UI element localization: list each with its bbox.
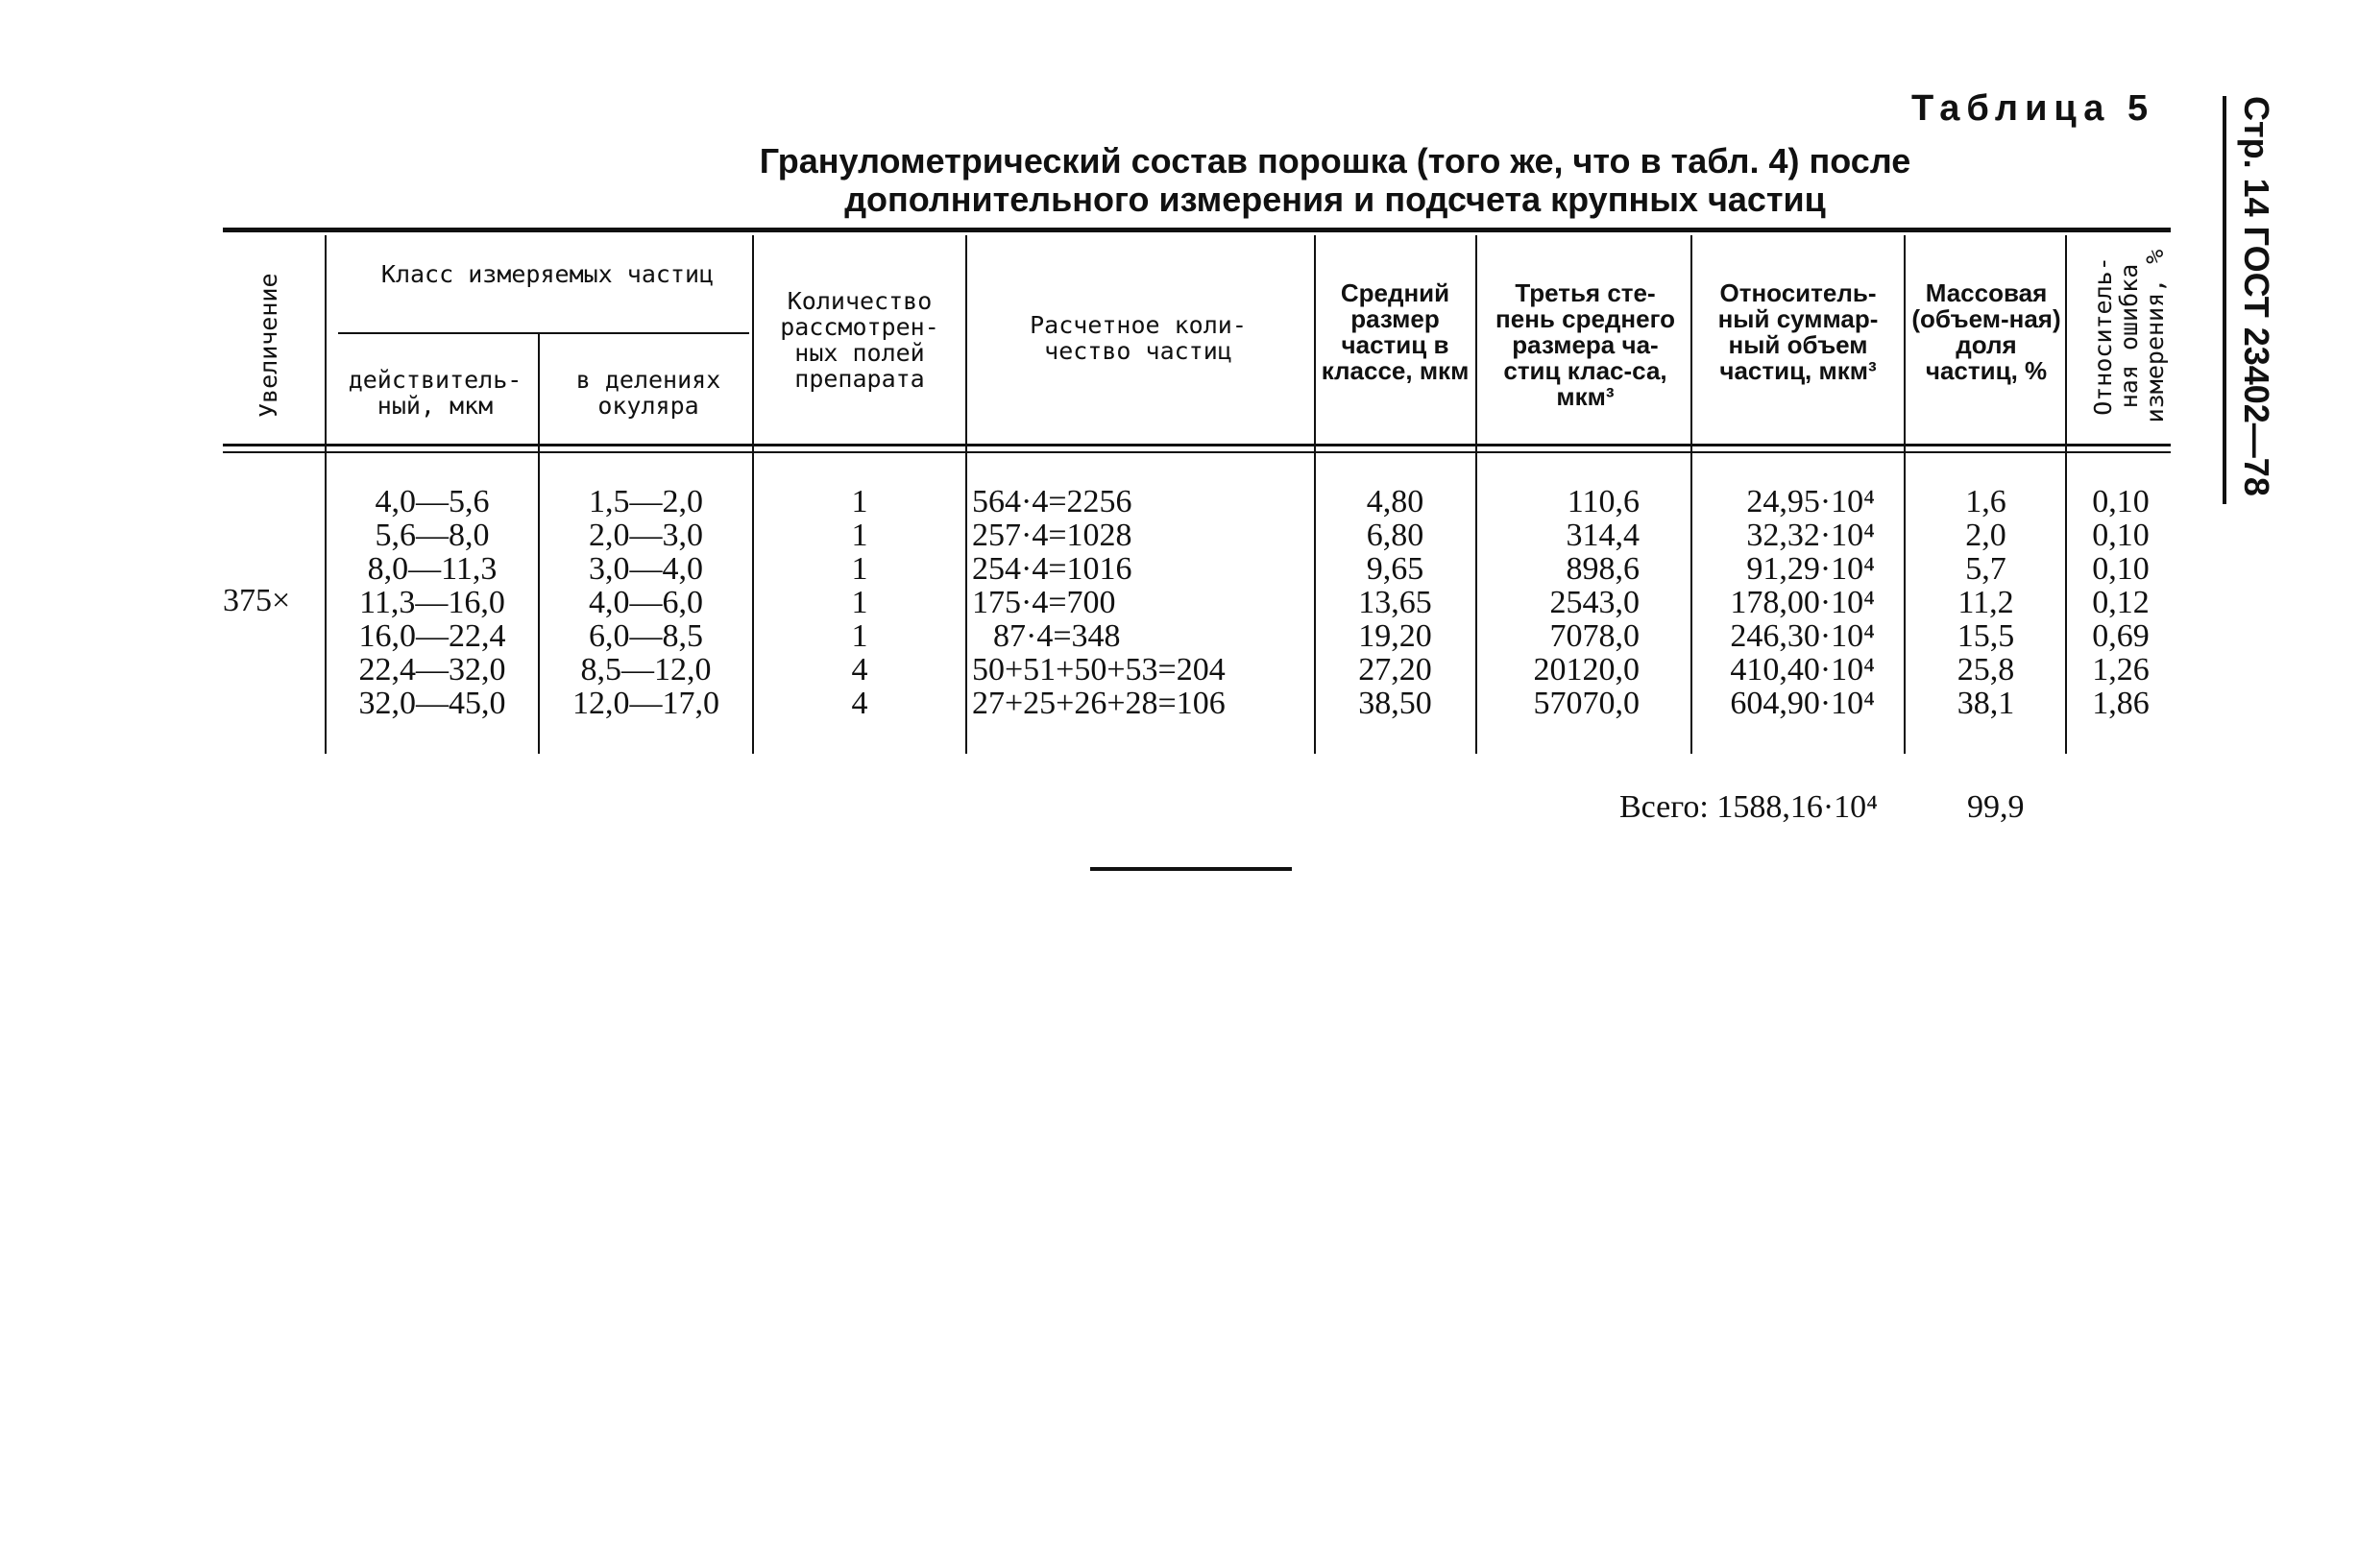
col-divider [538,334,540,754]
table-row-mean: 13,65 [1358,585,1432,620]
table-caption-line-1: Гранулометрический состав порошка (того же, что в табл. 4) после [759,141,1911,181]
class-group-rule [338,332,749,334]
table-row-fields: 4 [851,686,868,721]
table-row-mass: 2,0 [1965,518,2006,553]
table-row-cube: 314,4 [1566,518,1640,553]
col-divider [1690,235,1692,754]
table-row-cube: 110,6 [1567,484,1640,519]
table-row-mass: 5,7 [1965,551,2006,587]
table-row-volume: 24,95·10⁴ [1746,484,1875,519]
col-cube [1484,485,1640,720]
table-row-volume: 32,32·10⁴ [1746,518,1875,553]
col-mass [1911,485,2060,720]
table-row-fields: 4 [851,652,868,688]
header-magnification: Увеличение [255,273,282,418]
table-row-cube: 57070,0 [1533,686,1640,721]
table-row-error: 0,12 [2092,585,2150,620]
header-eyepiece: в делениях окуляра [575,366,721,420]
header-fields: Количество рассмотрен-ных полей препарата [780,287,939,393]
table-row-volume: 604,90·10⁴ [1730,686,1875,721]
col-divider [1475,235,1477,754]
table-row-cube: 20120,0 [1533,652,1640,688]
table-row-calc: 27+25+26+28=106 [972,686,1226,721]
table-row-mass: 11,2 [1957,585,2014,620]
table-row-actual: 8,0—11,3 [367,551,498,587]
table-row-fields: 1 [851,518,868,553]
col-divider [1904,235,1906,754]
table-row-fields: 1 [851,484,868,519]
table-row-error: 0,10 [2092,518,2150,553]
table-row-mass: 25,8 [1957,652,2015,688]
table-row-error: 0,10 [2092,484,2150,519]
table-row-cube: 898,6 [1566,551,1640,587]
col-fields [764,485,956,720]
table-row-actual: 4,0—5,6 [375,484,490,519]
col-divider [2065,235,2067,754]
table-row-eyepiece: 6,0—8,5 [589,618,703,654]
header-bottom-rule [223,444,2171,446]
table-row-calc: 50+51+50+53=204 [972,652,1226,688]
header-bottom-rule-2 [223,451,2171,453]
table-row-fields: 1 [851,618,868,654]
table-row-eyepiece: 4,0—6,0 [589,585,703,620]
header-actual: действитель-ный, мкм [348,366,523,420]
col-mean [1321,485,1470,720]
side-rule [2223,96,2226,504]
total-volume: Всего: 1588,16·10⁴ [1619,789,1878,825]
header-rel-volume: Относитель-ный суммар-ный объем частиц, мкм³ [1717,278,1879,385]
table-row-eyepiece: 1,5—2,0 [589,484,703,519]
col-volume [1700,485,1875,720]
table-row-mean: 6,80 [1366,518,1424,553]
end-rule [1090,867,1292,871]
table-row-mass: 15,5 [1957,618,2015,654]
table-row-mean: 4,80 [1366,484,1424,519]
col-eyepiece [547,485,744,720]
table-row-calc: 175·4=700 [972,585,1116,620]
table-row-actual: 32,0—45,0 [358,686,506,721]
table-row-calc: 87·4=348 [993,618,1121,654]
table-number: Таблица 5 [1911,88,2155,129]
table-row-calc: 257·4=1028 [972,518,1132,553]
header-class-group-text: Класс измеряемых частиц [380,260,715,288]
table-row-mean: 27,20 [1358,652,1432,688]
col-divider [752,235,754,754]
table-row-mean: 38,50 [1358,686,1432,721]
table-row-mean: 19,20 [1358,618,1432,654]
table-row-volume: 178,00·10⁴ [1730,585,1875,620]
magnification-value: 375× [223,583,291,618]
col-divider [965,235,967,754]
table-row-cube: 2543,0 [1549,585,1640,620]
header-mean-size: Средний размер частиц в классе, мкм [1321,278,1470,385]
table-row-cube: 7078,0 [1549,618,1640,654]
table-row-error: 1,26 [2092,652,2150,688]
table-row-actual: 16,0—22,4 [358,618,506,654]
table-row-fields: 1 [851,585,868,620]
total-percent: 99,9 [1967,789,2025,825]
table-row-actual: 11,3—16,0 [359,585,505,620]
table-row-volume: 91,29·10⁴ [1746,551,1875,587]
col-divider [1314,235,1316,754]
header-class-group [346,261,749,287]
table-row-eyepiece: 12,0—17,0 [572,686,719,721]
table-caption-line-2: дополнительного измерения и подсчета крупных частиц [844,180,1826,219]
page-header: Стр. 14 ГОСТ 23402—78 [2237,96,2276,496]
table-row-eyepiece: 2,0—3,0 [589,518,703,553]
table-row-mass: 1,6 [1965,484,2006,519]
col-error [2073,485,2169,720]
header-mass-fraction: Массовая (объем-ная) доля частиц, % [1911,278,2061,385]
table-row-volume: 246,30·10⁴ [1730,618,1875,654]
table-row-error: 0,10 [2092,551,2150,587]
table-row-error: 0,69 [2092,618,2150,654]
header-rel-error: Относитель-ная ошибка измерения, % [2089,249,2169,423]
header-cube: Третья сте-пень среднего размера ча-стиц клас-са, мкм³ [1495,278,1675,411]
table-row-error: 1,86 [2092,686,2150,721]
header-calc-count: Расчетное коли-чество частиц [1030,311,1247,365]
table-row-calc: 254·4=1016 [972,551,1132,587]
table-row-eyepiece: 3,0—4,0 [589,551,703,587]
table-top-rule [223,228,2171,232]
table-row-volume: 410,40·10⁴ [1730,652,1875,688]
table-row-calc: 564·4=2256 [972,484,1132,519]
col-actual [331,485,533,720]
table-row-mean: 9,65 [1366,551,1424,587]
col-divider [325,235,327,754]
table-row-fields: 1 [851,551,868,587]
col-calc [972,485,1308,720]
table-row-eyepiece: 8,5—12,0 [580,652,712,688]
table-row-actual: 22,4—32,0 [358,652,506,688]
table-row-mass: 38,1 [1957,686,2015,721]
table-row-actual: 5,6—8,0 [375,518,490,553]
